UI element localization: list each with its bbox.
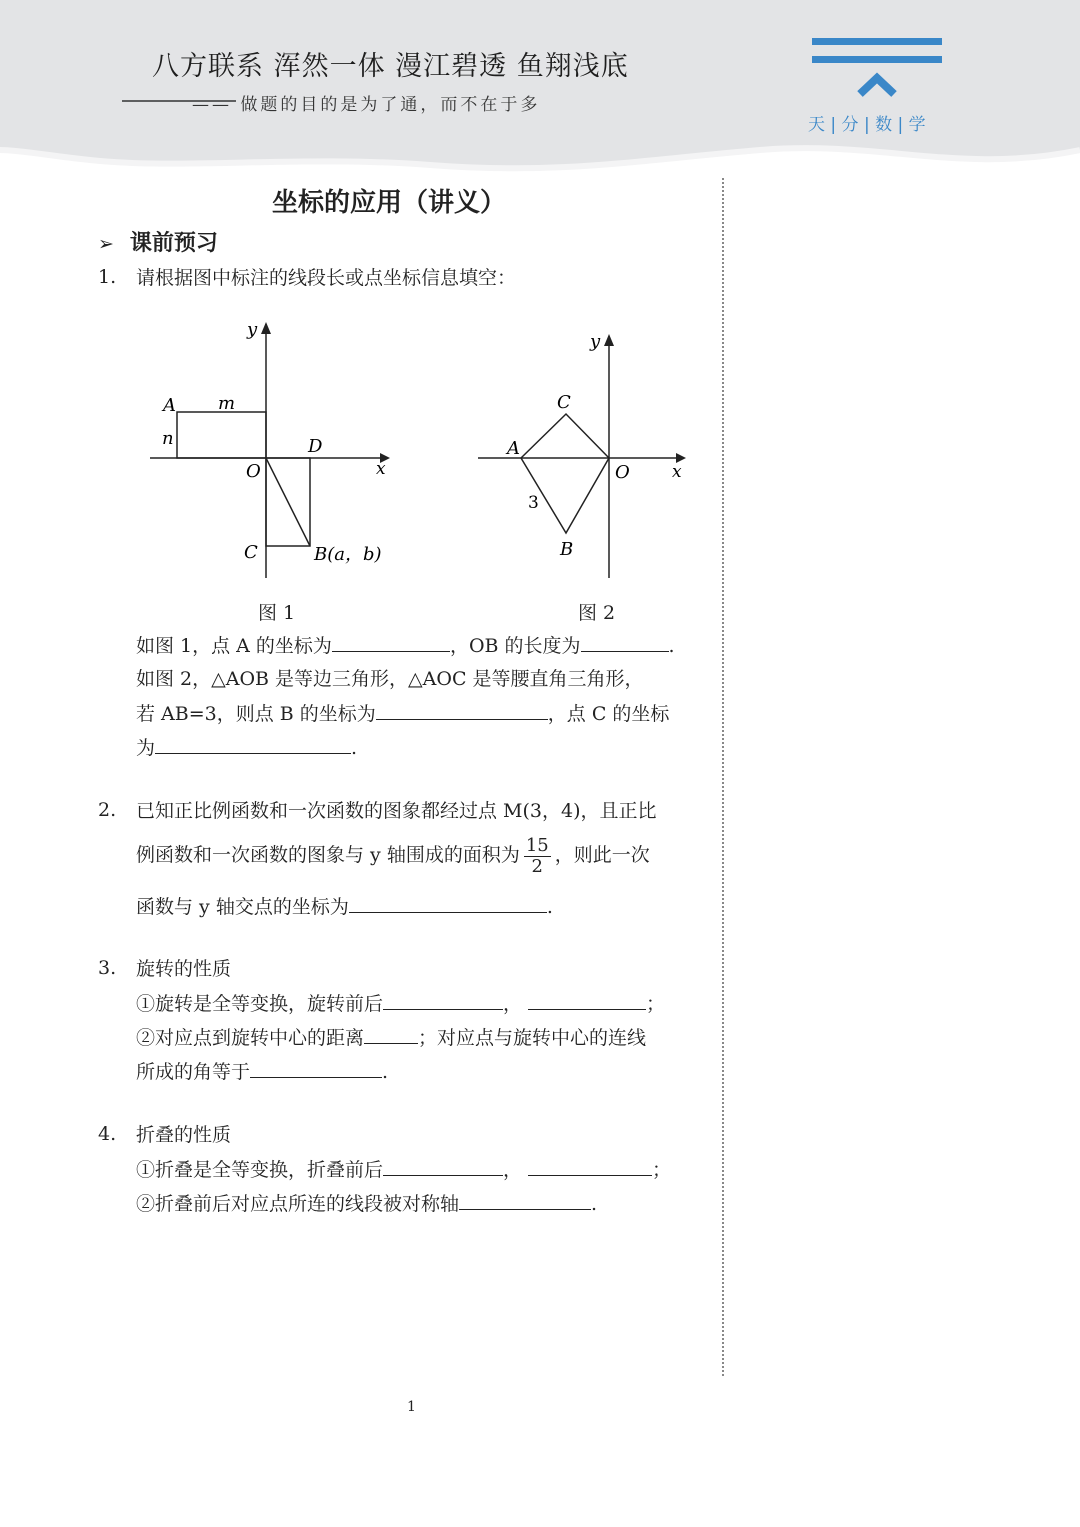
fig1-label-n: n	[162, 428, 174, 449]
fig1-label-c: C	[244, 542, 258, 563]
fig2-label-3: 3	[528, 493, 539, 513]
figure-1	[140, 312, 400, 592]
q1-line-1: 如图 1，点 A 的坐标为 ，OB 的长度为 .	[136, 635, 675, 657]
fig1-rectangle	[177, 412, 266, 458]
q1-line-4: 为 .	[136, 737, 358, 759]
fig1-label-o: O	[246, 461, 261, 482]
q4-line-2: ②折叠前后对应点所连的线段被对称轴 .	[136, 1193, 598, 1215]
q2-line-2: 例函数和一次函数的图象与 y 轴围成的面积为 $\frac{15}{2}$ ，则此一次	[136, 834, 650, 877]
section-heading	[98, 226, 218, 257]
q3-number: 3.	[98, 957, 117, 979]
fig1-label-x: x	[376, 459, 386, 479]
q3-line-3: 所成的角等于 .	[136, 1061, 389, 1083]
section-label: 课前预习	[129, 231, 218, 256]
q3-blank-1[interactable]	[383, 991, 503, 1010]
fig1-label-m: m	[218, 393, 236, 414]
q2-line-1: 已知正比例函数和一次函数的图象都经过点 M(3，4)，且正比	[136, 800, 657, 822]
fig2-y-arrow	[604, 334, 614, 346]
figure-2	[470, 318, 700, 590]
fig1-segment-ob	[266, 458, 310, 546]
q2-number: 2.	[98, 799, 117, 821]
q4-number: 4.	[98, 1123, 117, 1145]
figure-1-caption: 图 1	[258, 602, 296, 624]
q2-blank-intercept[interactable]	[349, 894, 547, 913]
column-divider	[722, 178, 724, 1376]
q4-line-1: ①折叠是全等变换，折叠前后 ， ；	[136, 1159, 672, 1181]
fig1-label-y: y	[247, 319, 258, 340]
fig1-y-arrow	[261, 322, 271, 334]
q4-blank-2[interactable]	[528, 1157, 652, 1176]
fig2-label-a: A	[507, 438, 520, 459]
logo-icon	[810, 36, 944, 100]
q3-line-2: ②对应点到旋转中心的距离 ；对应点与旋转中心的连线	[136, 1027, 647, 1049]
fig2-label-x: x	[672, 462, 682, 482]
q3-heading: 旋转的性质	[136, 958, 232, 980]
page-number: 1	[407, 1399, 416, 1415]
q1-number: 1.	[98, 266, 117, 288]
q2-fraction: $\frac{15}{2}$	[525, 834, 549, 877]
fig2-label-y: y	[590, 331, 601, 352]
q4-blank-3[interactable]	[459, 1191, 591, 1210]
fig2-label-o: O	[615, 462, 630, 483]
fig2-label-c: C	[557, 392, 571, 413]
fig2-label-b: B	[560, 539, 574, 560]
q3-blank-3[interactable]	[364, 1025, 418, 1044]
q4-heading: 折叠的性质	[136, 1124, 232, 1146]
header-subtitle: —— 做题的目的是为了通，而不在于多	[192, 95, 541, 115]
q3-line-1: ①旋转是全等变换，旋转前后 ， ；	[136, 993, 666, 1015]
q3-blank-2[interactable]	[528, 991, 646, 1010]
fig1-label-d: D	[308, 436, 323, 457]
section-arrow-icon: ➢	[98, 233, 114, 255]
fig1-label-b: B(a，b)	[314, 544, 382, 565]
q1-blank-ob-length[interactable]	[581, 633, 669, 652]
q1-blank-c-coord[interactable]	[155, 735, 351, 754]
q1-prompt: 请根据图中标注的线段长或点坐标信息填空：	[136, 267, 517, 289]
fig1-label-a: A	[163, 395, 176, 416]
q1-line-2: 如图 2，△AOB 是等边三角形，△AOC 是等腰直角三角形，	[136, 668, 644, 690]
q3-blank-4[interactable]	[250, 1059, 382, 1078]
q1-blank-b-coord[interactable]	[376, 701, 548, 720]
q2-line-3: 函数与 y 轴交点的坐标为 .	[136, 896, 553, 918]
q1-blank-a-coord[interactable]	[332, 633, 450, 652]
logo-text: 天 | 分 | 数 | 学	[808, 115, 926, 135]
header-motto: 八方联系 浑然一体 漫江碧透 鱼翔浅底	[152, 51, 629, 82]
q1-line-3: 若 AB=3，则点 B 的坐标为 ，点 C 的坐标	[136, 703, 670, 725]
figure-2-caption: 图 2	[578, 602, 616, 624]
q4-blank-1[interactable]	[383, 1157, 503, 1176]
fig2-triangle-aoc	[521, 414, 609, 458]
page-title: 坐标的应用（讲义）	[272, 188, 507, 218]
